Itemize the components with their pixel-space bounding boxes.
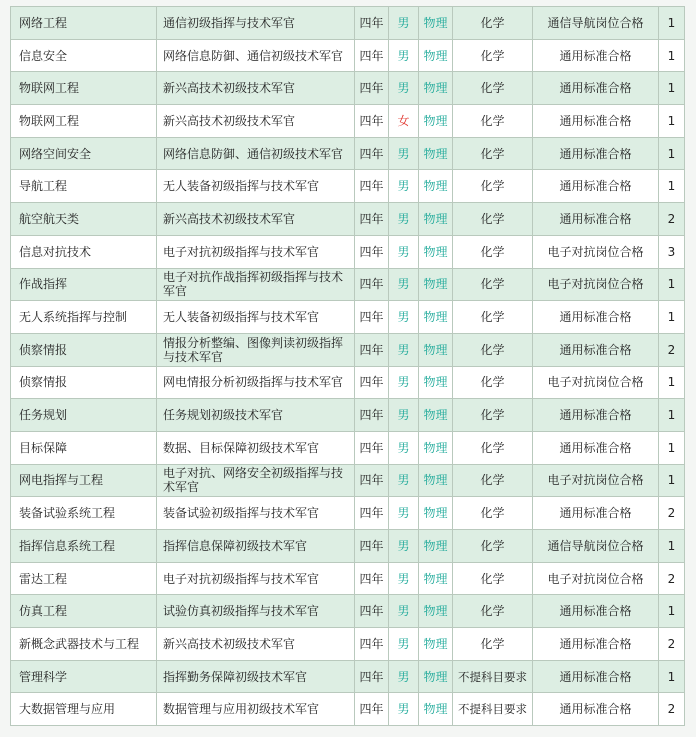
- post-cell: 装备试验初级指挥与技术军官: [157, 497, 355, 530]
- years-cell: 四年: [355, 105, 389, 138]
- major-cell: 作战指挥: [11, 268, 157, 301]
- subject1-cell: 物理: [419, 301, 453, 334]
- standard-cell: 通用标准合格: [533, 39, 659, 72]
- subject2-cell: 化学: [453, 431, 533, 464]
- subject2-cell: 化学: [453, 72, 533, 105]
- table-row: [11, 595, 685, 628]
- sex-cell: 男: [389, 170, 419, 203]
- sex-cell: 男: [389, 693, 419, 726]
- subject1-cell: 物理: [419, 235, 453, 268]
- standard-cell: 电子对抗岗位合格: [533, 562, 659, 595]
- standard-cell: 通信导航岗位合格: [533, 530, 659, 563]
- post-cell: 指挥信息保障初级技术军官: [157, 530, 355, 563]
- sex-cell: 男: [389, 595, 419, 628]
- major-cell: 物联网工程: [11, 72, 157, 105]
- count-cell: 1: [659, 366, 685, 399]
- years-cell: 四年: [355, 137, 389, 170]
- subject2-cell: 化学: [453, 39, 533, 72]
- years-cell: 四年: [355, 203, 389, 236]
- standard-cell: 通信导航岗位合格: [533, 7, 659, 40]
- table-row: [11, 170, 685, 203]
- major-cell: 新概念武器技术与工程: [11, 628, 157, 661]
- standard-cell: 通用标准合格: [533, 72, 659, 105]
- post-cell: 电子对抗初级指挥与技术军官: [157, 562, 355, 595]
- standard-cell: 通用标准合格: [533, 333, 659, 366]
- standard-cell: 通用标准合格: [533, 431, 659, 464]
- table-row: [11, 399, 685, 432]
- count-cell: 1: [659, 660, 685, 693]
- subject1-cell: 物理: [419, 595, 453, 628]
- major-cell: 网电指挥与工程: [11, 464, 157, 497]
- count-cell: 1: [659, 268, 685, 301]
- count-cell: 1: [659, 464, 685, 497]
- post-cell: 新兴高技术初级技术军官: [157, 628, 355, 661]
- subject1-cell: 物理: [419, 203, 453, 236]
- major-cell: 仿真工程: [11, 595, 157, 628]
- table-row: [11, 39, 685, 72]
- sex-cell: 男: [389, 137, 419, 170]
- subject2-cell: 不提科目要求: [453, 660, 533, 693]
- years-cell: 四年: [355, 399, 389, 432]
- standard-cell: 通用标准合格: [533, 497, 659, 530]
- table-row: [11, 530, 685, 563]
- subject1-cell: 物理: [419, 39, 453, 72]
- sex-cell: 男: [389, 72, 419, 105]
- sex-cell: 男: [389, 203, 419, 236]
- post-cell: 网络信息防御、通信初级技术军官: [157, 137, 355, 170]
- subject2-cell: 化学: [453, 170, 533, 203]
- major-cell: 侦察情报: [11, 333, 157, 366]
- table-row: [11, 464, 685, 497]
- major-cell: 无人系统指挥与控制: [11, 301, 157, 334]
- count-cell: 2: [659, 562, 685, 595]
- table-row: [11, 497, 685, 530]
- count-cell: 3: [659, 235, 685, 268]
- years-cell: 四年: [355, 366, 389, 399]
- major-cell: 网络工程: [11, 7, 157, 40]
- post-cell: 新兴高技术初级技术军官: [157, 105, 355, 138]
- count-cell: 1: [659, 7, 685, 40]
- subject1-cell: 物理: [419, 562, 453, 595]
- subject1-cell: 物理: [419, 464, 453, 497]
- post-cell: 电子对抗初级指挥与技术军官: [157, 235, 355, 268]
- count-cell: 1: [659, 72, 685, 105]
- major-cell: 雷达工程: [11, 562, 157, 595]
- years-cell: 四年: [355, 497, 389, 530]
- standard-cell: 通用标准合格: [533, 693, 659, 726]
- standard-cell: 通用标准合格: [533, 660, 659, 693]
- subject2-cell: 化学: [453, 105, 533, 138]
- subject2-cell: 化学: [453, 137, 533, 170]
- major-cell: 物联网工程: [11, 105, 157, 138]
- standard-cell: 通用标准合格: [533, 595, 659, 628]
- standard-cell: 电子对抗岗位合格: [533, 235, 659, 268]
- subject2-cell: 化学: [453, 562, 533, 595]
- sex-cell: 男: [389, 628, 419, 661]
- post-cell: 电子对抗、网络安全初级指挥与技术军官: [157, 464, 355, 497]
- table-row: [11, 628, 685, 661]
- subject2-cell: 化学: [453, 301, 533, 334]
- standard-cell: 通用标准合格: [533, 203, 659, 236]
- years-cell: 四年: [355, 333, 389, 366]
- post-cell: 网络信息防御、通信初级技术军官: [157, 39, 355, 72]
- sex-cell: 男: [389, 399, 419, 432]
- table-row: [11, 660, 685, 693]
- standard-cell: 通用标准合格: [533, 170, 659, 203]
- years-cell: 四年: [355, 693, 389, 726]
- count-cell: 2: [659, 628, 685, 661]
- major-cell: 装备试验系统工程: [11, 497, 157, 530]
- sex-cell: 男: [389, 660, 419, 693]
- major-cell: 信息安全: [11, 39, 157, 72]
- table-row: [11, 301, 685, 334]
- subject2-cell: 化学: [453, 464, 533, 497]
- subject1-cell: 物理: [419, 366, 453, 399]
- subject1-cell: 物理: [419, 431, 453, 464]
- sex-cell: 男: [389, 366, 419, 399]
- years-cell: 四年: [355, 530, 389, 563]
- sex-cell: 男: [389, 7, 419, 40]
- count-cell: 2: [659, 497, 685, 530]
- subject1-cell: 物理: [419, 660, 453, 693]
- count-cell: 1: [659, 301, 685, 334]
- years-cell: 四年: [355, 7, 389, 40]
- subject1-cell: 物理: [419, 137, 453, 170]
- subject1-cell: 物理: [419, 105, 453, 138]
- count-cell: 1: [659, 39, 685, 72]
- table-row: [11, 105, 685, 138]
- post-cell: 无人装备初级指挥与技术军官: [157, 170, 355, 203]
- major-cell: 信息对抗技术: [11, 235, 157, 268]
- subject2-cell: 化学: [453, 530, 533, 563]
- standard-cell: 电子对抗岗位合格: [533, 464, 659, 497]
- subject1-cell: 物理: [419, 693, 453, 726]
- subject1-cell: 物理: [419, 399, 453, 432]
- post-cell: 数据、目标保障初级技术军官: [157, 431, 355, 464]
- table-row: [11, 203, 685, 236]
- subject2-cell: 化学: [453, 333, 533, 366]
- years-cell: 四年: [355, 431, 389, 464]
- subject1-cell: 物理: [419, 530, 453, 563]
- table-row: [11, 235, 685, 268]
- standard-cell: 通用标准合格: [533, 628, 659, 661]
- subject1-cell: 物理: [419, 268, 453, 301]
- years-cell: 四年: [355, 628, 389, 661]
- subject1-cell: 物理: [419, 628, 453, 661]
- count-cell: 2: [659, 203, 685, 236]
- subject2-cell: 化学: [453, 595, 533, 628]
- major-cell: 航空航天类: [11, 203, 157, 236]
- subject1-cell: 物理: [419, 333, 453, 366]
- count-cell: 1: [659, 105, 685, 138]
- table-row: [11, 137, 685, 170]
- post-cell: 新兴高技术初级技术军官: [157, 203, 355, 236]
- sex-cell: 男: [389, 268, 419, 301]
- standard-cell: 电子对抗岗位合格: [533, 366, 659, 399]
- years-cell: 四年: [355, 72, 389, 105]
- post-cell: 试验仿真初级指挥与技术军官: [157, 595, 355, 628]
- post-cell: 无人装备初级指挥与技术军官: [157, 301, 355, 334]
- years-cell: 四年: [355, 595, 389, 628]
- enrollment-table: [10, 6, 685, 726]
- subject1-cell: 物理: [419, 72, 453, 105]
- subject2-cell: 化学: [453, 628, 533, 661]
- years-cell: 四年: [355, 301, 389, 334]
- years-cell: 四年: [355, 170, 389, 203]
- years-cell: 四年: [355, 464, 389, 497]
- subject2-cell: 化学: [453, 268, 533, 301]
- years-cell: 四年: [355, 39, 389, 72]
- table-row: [11, 7, 685, 40]
- subject1-cell: 物理: [419, 7, 453, 40]
- count-cell: 1: [659, 170, 685, 203]
- major-cell: 任务规划: [11, 399, 157, 432]
- count-cell: 2: [659, 333, 685, 366]
- major-cell: 侦察情报: [11, 366, 157, 399]
- post-cell: 任务规划初级技术军官: [157, 399, 355, 432]
- sex-cell: 男: [389, 39, 419, 72]
- subject2-cell: 化学: [453, 7, 533, 40]
- table-row: [11, 268, 685, 301]
- standard-cell: 通用标准合格: [533, 301, 659, 334]
- standard-cell: 电子对抗岗位合格: [533, 268, 659, 301]
- major-cell: 导航工程: [11, 170, 157, 203]
- post-cell: 情报分析整编、图像判读初级指挥与技术军官: [157, 333, 355, 366]
- table-row: [11, 366, 685, 399]
- post-cell: 通信初级指挥与技术军官: [157, 7, 355, 40]
- years-cell: 四年: [355, 660, 389, 693]
- count-cell: 1: [659, 530, 685, 563]
- table-row: [11, 693, 685, 726]
- table-row: [11, 333, 685, 366]
- sex-cell: 男: [389, 530, 419, 563]
- post-cell: 指挥勤务保障初级技术军官: [157, 660, 355, 693]
- years-cell: 四年: [355, 562, 389, 595]
- subject1-cell: 物理: [419, 170, 453, 203]
- sex-cell: 男: [389, 562, 419, 595]
- sex-cell: 男: [389, 235, 419, 268]
- subject1-cell: 物理: [419, 497, 453, 530]
- sex-cell: 男: [389, 301, 419, 334]
- enrollment-table-container: [10, 6, 684, 726]
- years-cell: 四年: [355, 235, 389, 268]
- major-cell: 网络空间安全: [11, 137, 157, 170]
- count-cell: 1: [659, 399, 685, 432]
- subject2-cell: 不提科目要求: [453, 693, 533, 726]
- major-cell: 大数据管理与应用: [11, 693, 157, 726]
- subject2-cell: 化学: [453, 235, 533, 268]
- major-cell: 指挥信息系统工程: [11, 530, 157, 563]
- subject2-cell: 化学: [453, 399, 533, 432]
- table-row: [11, 431, 685, 464]
- sex-cell: 女: [389, 105, 419, 138]
- major-cell: 目标保障: [11, 431, 157, 464]
- subject2-cell: 化学: [453, 203, 533, 236]
- count-cell: 1: [659, 595, 685, 628]
- table-row: [11, 562, 685, 595]
- count-cell: 1: [659, 431, 685, 464]
- major-cell: 管理科学: [11, 660, 157, 693]
- sex-cell: 男: [389, 431, 419, 464]
- sex-cell: 男: [389, 497, 419, 530]
- count-cell: 2: [659, 693, 685, 726]
- post-cell: 网电情报分析初级指挥与技术军官: [157, 366, 355, 399]
- table-body: [11, 7, 685, 726]
- standard-cell: 通用标准合格: [533, 399, 659, 432]
- sex-cell: 男: [389, 333, 419, 366]
- count-cell: 1: [659, 137, 685, 170]
- post-cell: 数据管理与应用初级技术军官: [157, 693, 355, 726]
- subject2-cell: 化学: [453, 366, 533, 399]
- sex-cell: 男: [389, 464, 419, 497]
- post-cell: 电子对抗作战指挥初级指挥与技术军官: [157, 268, 355, 301]
- table-row: [11, 72, 685, 105]
- post-cell: 新兴高技术初级技术军官: [157, 72, 355, 105]
- standard-cell: 通用标准合格: [533, 105, 659, 138]
- subject2-cell: 化学: [453, 497, 533, 530]
- years-cell: 四年: [355, 268, 389, 301]
- standard-cell: 通用标准合格: [533, 137, 659, 170]
